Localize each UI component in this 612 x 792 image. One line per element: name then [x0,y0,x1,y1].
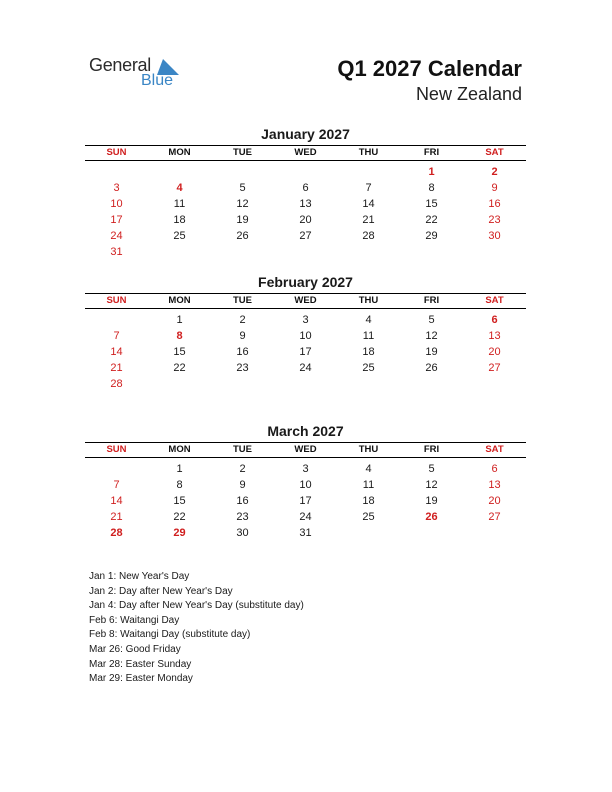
day-cell: 19 [236,214,249,226]
day-cell: 28 [362,230,375,242]
day-cell: 22 [425,214,438,226]
weekday-header [85,442,526,458]
day-cell: 21 [110,362,123,374]
day-cell: 26 [425,362,438,374]
page-subtitle: New Zealand [415,84,522,104]
day-cell: 18 [362,346,375,358]
weekday-label: SUN [106,147,127,158]
day-cell: 12 [236,198,249,210]
day-cell: 15 [173,346,186,358]
empty-cell [337,164,400,180]
day-cell: 4 [365,463,372,475]
day-cell: 5 [239,182,246,194]
day-cell: 20 [488,495,501,507]
day-cell: 25 [362,362,375,374]
day-cell: 6 [491,463,498,475]
day-cell: 5 [428,463,435,475]
day-cell: 11 [362,330,375,342]
day-cell: 18 [173,214,186,226]
day-cell: 18 [362,495,375,507]
day-cell: 15 [425,198,438,210]
page-title: Q1 2027 Calendar [337,56,522,81]
day-cell: 19 [425,495,438,507]
day-cell: 15 [173,495,186,507]
day-grid [85,461,526,541]
weekday-label: WED [294,295,317,306]
month-title: January 2027 [261,126,350,142]
day-cell: 7 [113,330,120,342]
empty-cell [85,164,148,180]
weekday-label: SAT [485,147,504,158]
weekday-label: SAT [485,444,504,455]
day-cell: 16 [488,198,501,210]
day-cell: 24 [299,511,312,523]
day-cell: 25 [362,511,375,523]
day-cell: 2 [239,463,246,475]
day-cell: 11 [173,198,186,210]
holiday-item: Jan 4: Day after New Year's Day (substitute day) [89,600,304,612]
day-cell: 1 [176,314,183,326]
day-cell: 9 [239,479,246,491]
day-cell: 23 [236,362,249,374]
weekday-label: SAT [485,295,504,306]
day-cell: 6 [302,182,309,194]
day-cell: 23 [488,214,501,226]
weekday-label: TUE [233,295,252,306]
day-cell: 27 [299,230,312,242]
day-cell: 14 [110,495,123,507]
day-cell: 21 [362,214,375,226]
day-cell: 16 [236,346,249,358]
logo-blue-text: Blue [141,72,174,89]
day-cell: 9 [239,330,246,342]
empty-cell [85,461,148,477]
weekday-label: SUN [106,444,127,455]
day-cell: 29 [425,230,438,242]
day-cell: 25 [173,230,186,242]
day-cell: 28 [110,527,123,539]
day-cell: 10 [299,479,312,491]
day-cell: 13 [488,330,501,342]
empty-cell [211,164,274,180]
day-cell: 17 [299,346,312,358]
day-cell: 31 [110,246,123,258]
day-cell: 12 [425,479,438,491]
day-cell: 27 [488,511,501,523]
month-january [85,125,526,260]
day-cell: 7 [365,182,372,194]
day-cell: 8 [176,330,183,342]
weekday-label: TUE [233,147,252,158]
holiday-item: Mar 28: Easter Sunday [89,658,192,670]
day-cell: 2 [239,314,246,326]
day-cell: 17 [299,495,312,507]
day-cell: 9 [491,182,498,194]
day-cell: 26 [425,511,438,523]
holiday-item: Feb 6: Waitangi Day [89,614,180,626]
day-cell: 14 [110,346,123,358]
day-cell: 24 [299,362,312,374]
day-cell: 1 [428,166,435,178]
holiday-item: Mar 29: Easter Monday [89,673,193,685]
month-march [85,422,526,541]
logo-general-text: General [89,55,151,75]
day-cell: 21 [110,511,123,523]
day-grid [85,312,526,392]
day-cell: 5 [428,314,435,326]
holiday-item: Mar 26: Good Friday [89,643,181,655]
weekday-header [85,145,526,161]
day-cell: 6 [491,314,498,326]
day-cell: 7 [113,479,120,491]
weekday-label: FRI [423,295,440,306]
day-cell: 10 [110,198,123,210]
day-cell: 19 [425,346,438,358]
day-cell: 8 [176,479,183,491]
holiday-item: Jan 1: New Year's Day [89,571,190,582]
day-cell: 16 [236,495,249,507]
logo [89,55,189,95]
day-cell: 4 [365,314,372,326]
day-cell: 23 [236,511,249,523]
day-cell: 8 [428,182,435,194]
day-cell: 30 [236,527,249,539]
day-cell: 22 [173,511,186,523]
holiday-item: Jan 2: Day after New Year's Day [89,585,233,597]
day-cell: 26 [236,230,249,242]
day-cell: 11 [362,479,375,491]
weekday-label: FRI [423,147,440,158]
day-cell: 20 [299,214,312,226]
empty-cell [148,164,211,180]
day-cell: 17 [110,214,123,226]
day-cell: 4 [176,182,183,194]
weekday-header [85,293,526,309]
weekday-label: THU [358,147,379,158]
month-title: March 2027 [267,423,344,439]
weekday-label: MON [168,295,191,306]
day-cell: 10 [299,330,312,342]
weekday-label: SUN [106,295,127,306]
day-cell: 14 [362,198,375,210]
day-cell: 12 [425,330,438,342]
weekday-label: MON [168,444,191,455]
holiday-list [89,570,304,687]
day-cell: 3 [302,463,309,475]
day-cell: 28 [110,378,123,390]
day-cell: 27 [488,362,501,374]
weekday-label: MON [168,147,191,158]
weekday-label: WED [294,147,317,158]
weekday-label: FRI [423,444,440,455]
holiday-item: Feb 8: Waitangi Day (substitute day) [89,629,251,641]
day-cell: 24 [110,230,123,242]
day-grid [85,164,526,260]
day-cell: 13 [488,479,501,491]
weekday-label: THU [358,295,379,306]
weekday-label: WED [294,444,317,455]
day-cell: 2 [491,166,498,178]
day-cell: 3 [302,314,309,326]
empty-cell [85,312,148,328]
day-cell: 1 [176,463,183,475]
day-cell: 22 [173,362,186,374]
day-cell: 20 [488,346,501,358]
day-cell: 30 [488,230,501,242]
month-title: February 2027 [258,274,353,290]
day-cell: 31 [299,527,312,539]
weekday-label: THU [358,444,379,455]
month-february [85,273,526,392]
weekday-label: TUE [233,444,252,455]
empty-cell [274,164,337,180]
day-cell: 29 [173,527,186,539]
day-cell: 3 [113,182,120,194]
day-cell: 13 [299,198,312,210]
